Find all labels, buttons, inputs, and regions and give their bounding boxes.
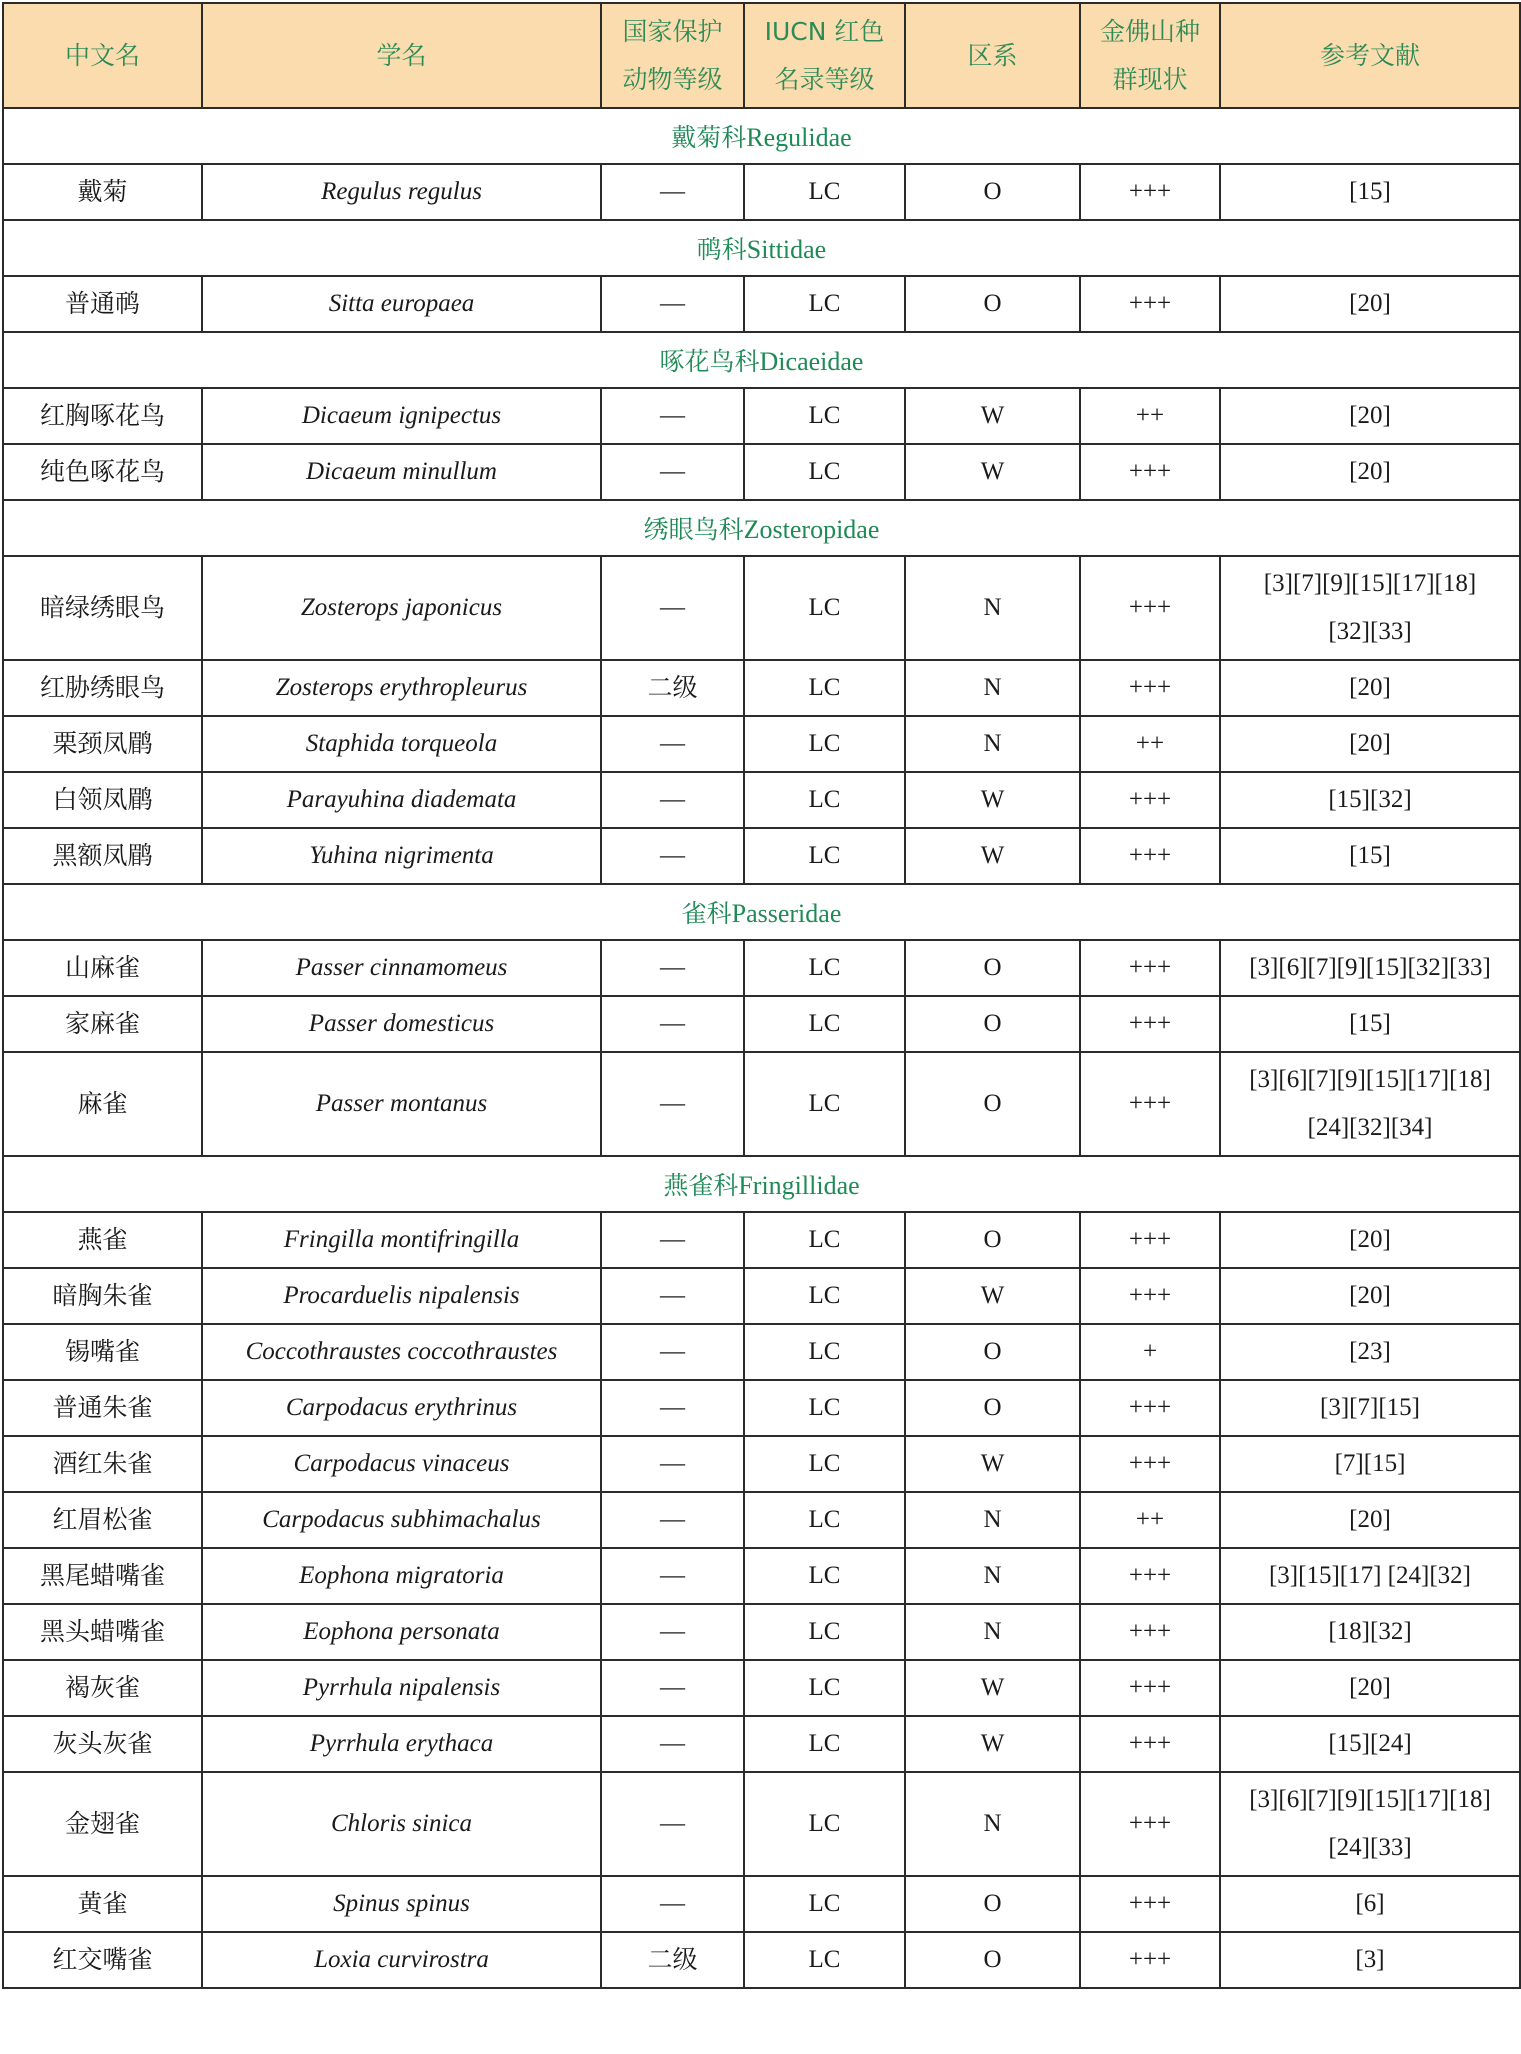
family-name-cn: 雀科 <box>681 899 732 928</box>
species-row <box>3 1660 1520 1716</box>
species-region: N <box>905 556 1080 660</box>
species-region: O <box>905 164 1080 220</box>
species-status: +++ <box>1080 660 1220 716</box>
species-sci-name: Passer montanus <box>202 1052 601 1156</box>
species-row <box>3 1052 1520 1156</box>
header-protection-line2: 动物等级 <box>622 64 723 94</box>
species-refs <box>1220 1212 1520 1268</box>
species-status: +++ <box>1080 1932 1220 1988</box>
species-refs <box>1220 1604 1520 1660</box>
species-row <box>3 660 1520 716</box>
species-sci-name: Zosterops erythropleurus <box>202 660 601 716</box>
species-iucn-level: LC <box>744 1604 905 1660</box>
species-refs-line: [23] <box>1349 1338 1391 1365</box>
species-protection-level: — <box>601 1212 744 1268</box>
species-row <box>3 164 1520 220</box>
species-cn-name: 暗绿绣眼鸟 <box>3 556 202 660</box>
species-refs-line: [24][32][34] <box>1307 1114 1433 1141</box>
species-row <box>3 996 1520 1052</box>
species-row <box>3 1932 1520 1988</box>
species-protection-level: — <box>601 716 744 772</box>
species-status: ++ <box>1080 388 1220 444</box>
species-refs <box>1220 556 1520 660</box>
species-row <box>3 1772 1520 1876</box>
species-iucn-level: LC <box>744 1548 905 1604</box>
header-iucn-line1: IUCN 红色 <box>764 16 885 46</box>
species-cn-name: 褐灰雀 <box>3 1660 202 1716</box>
header-protection <box>601 3 744 108</box>
species-status: +++ <box>1080 1716 1220 1772</box>
species-refs-line: [20] <box>1349 458 1391 485</box>
species-cn-name: 酒红朱雀 <box>3 1436 202 1492</box>
species-status: + <box>1080 1324 1220 1380</box>
species-refs <box>1220 1052 1520 1156</box>
species-sci-name: Pyrrhula erythaca <box>202 1716 601 1772</box>
species-status: +++ <box>1080 996 1220 1052</box>
species-cn-name: 锡嘴雀 <box>3 1324 202 1380</box>
species-status: +++ <box>1080 1876 1220 1932</box>
species-row <box>3 444 1520 500</box>
species-row <box>3 1604 1520 1660</box>
species-refs-line: [20] <box>1349 674 1391 701</box>
species-iucn-level: LC <box>744 388 905 444</box>
species-cn-name: 黑头蜡嘴雀 <box>3 1604 202 1660</box>
species-iucn-level: LC <box>744 1268 905 1324</box>
species-status: ++ <box>1080 716 1220 772</box>
species-iucn-level: LC <box>744 1324 905 1380</box>
species-refs <box>1220 996 1520 1052</box>
species-cn-name: 黄雀 <box>3 1876 202 1932</box>
species-refs-line: [7][15] <box>1334 1450 1406 1477</box>
species-sci-name: Spinus spinus <box>202 1876 601 1932</box>
species-iucn-level: LC <box>744 1212 905 1268</box>
family-row <box>3 108 1520 164</box>
species-protection-level: — <box>601 556 744 660</box>
species-iucn-level: LC <box>744 940 905 996</box>
species-protection-level: — <box>601 1436 744 1492</box>
species-status: +++ <box>1080 1660 1220 1716</box>
species-refs-line: [15] <box>1349 1010 1391 1037</box>
species-protection-level: — <box>601 1380 744 1436</box>
species-region: O <box>905 1876 1080 1932</box>
species-iucn-level: LC <box>744 1436 905 1492</box>
species-sci-name: Zosterops japonicus <box>202 556 601 660</box>
header-iucn-line2: 名录等级 <box>774 64 875 94</box>
species-iucn-level: LC <box>744 828 905 884</box>
species-cn-name: 家麻雀 <box>3 996 202 1052</box>
species-iucn-level: LC <box>744 660 905 716</box>
species-iucn-level: LC <box>744 1052 905 1156</box>
species-sci-name: Coccothraustes coccothraustes <box>202 1324 601 1380</box>
species-row <box>3 772 1520 828</box>
species-cn-name: 黑尾蜡嘴雀 <box>3 1548 202 1604</box>
species-region: N <box>905 1548 1080 1604</box>
species-sci-name: Parayuhina diademata <box>202 772 601 828</box>
species-refs-line: [24][33] <box>1328 1834 1412 1861</box>
family-row <box>3 500 1520 556</box>
species-row <box>3 276 1520 332</box>
header-status-line2: 群现状 <box>1112 64 1188 94</box>
species-iucn-level: LC <box>744 1492 905 1548</box>
species-refs <box>1220 276 1520 332</box>
species-cn-name: 灰头灰雀 <box>3 1716 202 1772</box>
species-sci-name: Dicaeum ignipectus <box>202 388 601 444</box>
species-region: O <box>905 996 1080 1052</box>
species-row <box>3 716 1520 772</box>
species-refs <box>1220 444 1520 500</box>
species-refs <box>1220 388 1520 444</box>
species-refs-line: [3][6][7][9][15][17][18] <box>1249 1786 1491 1813</box>
species-refs-line: [20] <box>1349 1674 1391 1701</box>
species-cn-name: 红胸啄花鸟 <box>3 388 202 444</box>
species-status: +++ <box>1080 1604 1220 1660</box>
species-region: W <box>905 772 1080 828</box>
species-region: O <box>905 1932 1080 1988</box>
species-refs-line: [20] <box>1349 402 1391 429</box>
species-region: N <box>905 716 1080 772</box>
species-refs-line: [3][6][7][9][15][32][33] <box>1249 954 1491 981</box>
table-body <box>3 108 1520 1988</box>
species-region: W <box>905 1660 1080 1716</box>
species-row <box>3 1324 1520 1380</box>
species-region: O <box>905 1212 1080 1268</box>
family-name-cn: 绣眼鸟科 <box>643 515 744 544</box>
species-cn-name: 金翅雀 <box>3 1772 202 1876</box>
species-refs <box>1220 828 1520 884</box>
species-row <box>3 1492 1520 1548</box>
species-protection-level: — <box>601 1660 744 1716</box>
species-sci-name: Regulus regulus <box>202 164 601 220</box>
species-sci-name: Staphida torqueola <box>202 716 601 772</box>
family-heading <box>3 500 1520 556</box>
species-iucn-level: LC <box>744 1876 905 1932</box>
species-sci-name: Passer cinnamomeus <box>202 940 601 996</box>
species-protection-level: — <box>601 164 744 220</box>
species-iucn-level: LC <box>744 716 905 772</box>
species-row <box>3 388 1520 444</box>
family-heading <box>3 332 1520 388</box>
species-row <box>3 1268 1520 1324</box>
species-region: W <box>905 828 1080 884</box>
species-cn-name: 红眉松雀 <box>3 1492 202 1548</box>
species-status: +++ <box>1080 164 1220 220</box>
species-cn-name: 红胁绣眼鸟 <box>3 660 202 716</box>
species-refs-line: [15][32] <box>1328 786 1412 813</box>
species-refs-line: [3][7][15] <box>1320 1394 1420 1421</box>
species-refs-line: [3] <box>1355 1946 1385 1973</box>
family-name-sci: Dicaeidae <box>759 347 864 376</box>
family-heading <box>3 1156 1520 1212</box>
species-refs-line: [6] <box>1355 1890 1385 1917</box>
family-name-cn: 啄花鸟科 <box>659 347 760 376</box>
species-refs <box>1220 1436 1520 1492</box>
species-refs <box>1220 1324 1520 1380</box>
species-region: N <box>905 1772 1080 1876</box>
species-iucn-level: LC <box>744 1660 905 1716</box>
species-protection-level: — <box>601 1876 744 1932</box>
species-refs-line: [20] <box>1349 290 1391 317</box>
family-heading <box>3 108 1520 164</box>
family-name-cn: 燕雀科 <box>663 1171 739 1200</box>
species-protection-level: — <box>601 1548 744 1604</box>
species-protection-level: — <box>601 276 744 332</box>
species-status: +++ <box>1080 556 1220 660</box>
species-refs-line: [15][24] <box>1328 1730 1412 1757</box>
family-name-cn: 䴓科 <box>696 235 747 264</box>
species-row <box>3 940 1520 996</box>
species-iucn-level: LC <box>744 996 905 1052</box>
species-sci-name: Passer domesticus <box>202 996 601 1052</box>
species-iucn-level: LC <box>744 1380 905 1436</box>
header-cn-name: 中文名 <box>3 3 202 108</box>
species-protection-level: — <box>601 996 744 1052</box>
species-region: O <box>905 1052 1080 1156</box>
species-cn-name: 普通朱雀 <box>3 1380 202 1436</box>
species-refs-line: [20] <box>1349 1282 1391 1309</box>
species-status: +++ <box>1080 444 1220 500</box>
species-iucn-level: LC <box>744 276 905 332</box>
species-sci-name: Eophona migratoria <box>202 1548 601 1604</box>
family-name-sci: Passeridae <box>731 899 842 928</box>
species-refs-line: [3][15][17] [24][32] <box>1268 1562 1471 1589</box>
species-row <box>3 1876 1520 1932</box>
species-refs-line: [20] <box>1349 1226 1391 1253</box>
species-refs <box>1220 1380 1520 1436</box>
species-iucn-level: LC <box>744 1716 905 1772</box>
species-refs <box>1220 660 1520 716</box>
header-status-line1: 金佛山种 <box>1099 16 1200 46</box>
species-protection-level: — <box>601 828 744 884</box>
species-cn-name: 红交嘴雀 <box>3 1932 202 1988</box>
family-heading <box>3 220 1520 276</box>
species-refs-line: [15] <box>1349 178 1391 205</box>
species-status: +++ <box>1080 1212 1220 1268</box>
species-region: O <box>905 1380 1080 1436</box>
species-refs-line: [3][6][7][9][15][17][18] <box>1249 1066 1491 1093</box>
species-refs-line: [20] <box>1349 730 1391 757</box>
species-region: O <box>905 940 1080 996</box>
species-refs <box>1220 940 1520 996</box>
species-status: +++ <box>1080 1380 1220 1436</box>
species-sci-name: Sitta europaea <box>202 276 601 332</box>
species-status: +++ <box>1080 276 1220 332</box>
header-protection-line1: 国家保护 <box>622 16 723 46</box>
species-region: N <box>905 1492 1080 1548</box>
species-row <box>3 1212 1520 1268</box>
species-row <box>3 1548 1520 1604</box>
species-protection-level: — <box>601 1604 744 1660</box>
species-region: W <box>905 388 1080 444</box>
header-refs: 参考文献 <box>1220 3 1520 108</box>
species-sci-name: Procarduelis nipalensis <box>202 1268 601 1324</box>
species-sci-name: Carpodacus subhimachalus <box>202 1492 601 1548</box>
species-protection-level: 二级 <box>601 1932 744 1988</box>
species-cn-name: 暗胸朱雀 <box>3 1268 202 1324</box>
species-cn-name: 戴菊 <box>3 164 202 220</box>
species-refs <box>1220 1548 1520 1604</box>
species-refs-line: [32][33] <box>1328 618 1412 645</box>
species-region: N <box>905 1604 1080 1660</box>
header-sci-name: 学名 <box>202 3 601 108</box>
header-iucn <box>744 3 905 108</box>
species-sci-name: Fringilla montifringilla <box>202 1212 601 1268</box>
family-name-sci: Sittidae <box>746 235 827 264</box>
species-region: W <box>905 1268 1080 1324</box>
species-iucn-level: LC <box>744 772 905 828</box>
header-region: 区系 <box>905 3 1080 108</box>
species-status: +++ <box>1080 1052 1220 1156</box>
species-refs <box>1220 1876 1520 1932</box>
species-iucn-level: LC <box>744 556 905 660</box>
species-protection-level: — <box>601 1324 744 1380</box>
species-sci-name: Dicaeum minullum <box>202 444 601 500</box>
species-region: O <box>905 276 1080 332</box>
species-status: +++ <box>1080 828 1220 884</box>
table-header <box>3 3 1520 108</box>
species-row <box>3 1436 1520 1492</box>
species-sci-name: Loxia curvirostra <box>202 1932 601 1988</box>
species-protection-level: — <box>601 1268 744 1324</box>
family-heading <box>3 884 1520 940</box>
family-row <box>3 220 1520 276</box>
species-sci-name: Carpodacus vinaceus <box>202 1436 601 1492</box>
species-protection-level: — <box>601 388 744 444</box>
species-row <box>3 828 1520 884</box>
species-refs-line: [15] <box>1349 842 1391 869</box>
species-row <box>3 556 1520 660</box>
species-cn-name: 黑额凤鹛 <box>3 828 202 884</box>
species-region: W <box>905 1436 1080 1492</box>
species-protection-level: — <box>601 444 744 500</box>
species-row <box>3 1716 1520 1772</box>
species-cn-name: 白领凤鹛 <box>3 772 202 828</box>
family-row <box>3 1156 1520 1212</box>
species-cn-name: 燕雀 <box>3 1212 202 1268</box>
family-name-cn: 戴菊科 <box>671 123 747 152</box>
header-status <box>1080 3 1220 108</box>
species-iucn-level: LC <box>744 444 905 500</box>
species-protection-level: — <box>601 1492 744 1548</box>
species-refs <box>1220 1660 1520 1716</box>
species-refs <box>1220 1932 1520 1988</box>
species-region: W <box>905 444 1080 500</box>
species-row <box>3 1380 1520 1436</box>
species-protection-level: — <box>601 772 744 828</box>
family-name-sci: Fringillidae <box>738 1171 860 1200</box>
family-row <box>3 884 1520 940</box>
species-status: +++ <box>1080 940 1220 996</box>
species-protection-level: — <box>601 1052 744 1156</box>
species-refs-line: [3][7][9][15][17][18] <box>1263 570 1477 597</box>
species-protection-level: — <box>601 1716 744 1772</box>
species-sci-name: Pyrrhula nipalensis <box>202 1660 601 1716</box>
family-name-sci: Zosteropidae <box>743 515 880 544</box>
species-status: +++ <box>1080 1548 1220 1604</box>
species-status: +++ <box>1080 1268 1220 1324</box>
species-iucn-level: LC <box>744 164 905 220</box>
species-refs <box>1220 1772 1520 1876</box>
species-protection-level: — <box>601 940 744 996</box>
species-status: +++ <box>1080 772 1220 828</box>
species-sci-name: Eophona personata <box>202 1604 601 1660</box>
species-cn-name: 山麻雀 <box>3 940 202 996</box>
species-refs <box>1220 1716 1520 1772</box>
species-region: O <box>905 1324 1080 1380</box>
species-table <box>2 2 1521 1989</box>
species-sci-name: Chloris sinica <box>202 1772 601 1876</box>
species-iucn-level: LC <box>744 1932 905 1988</box>
species-refs <box>1220 1492 1520 1548</box>
species-region: N <box>905 660 1080 716</box>
species-refs-line: [20] <box>1349 1506 1391 1533</box>
species-region: W <box>905 1716 1080 1772</box>
species-cn-name: 纯色啄花鸟 <box>3 444 202 500</box>
species-status: ++ <box>1080 1492 1220 1548</box>
species-refs <box>1220 772 1520 828</box>
species-sci-name: Carpodacus erythrinus <box>202 1380 601 1436</box>
species-cn-name: 麻雀 <box>3 1052 202 1156</box>
species-protection-level: — <box>601 1772 744 1876</box>
species-refs <box>1220 716 1520 772</box>
species-refs <box>1220 1268 1520 1324</box>
species-status: +++ <box>1080 1772 1220 1876</box>
family-name-sci: Regulidae <box>746 123 852 152</box>
species-protection-level: 二级 <box>601 660 744 716</box>
species-cn-name: 栗颈凤鹛 <box>3 716 202 772</box>
species-iucn-level: LC <box>744 1772 905 1876</box>
species-refs <box>1220 164 1520 220</box>
species-status: +++ <box>1080 1436 1220 1492</box>
species-sci-name: Yuhina nigrimenta <box>202 828 601 884</box>
species-refs-line: [18][32] <box>1328 1618 1412 1645</box>
species-cn-name: 普通䴓 <box>3 276 202 332</box>
family-row <box>3 332 1520 388</box>
